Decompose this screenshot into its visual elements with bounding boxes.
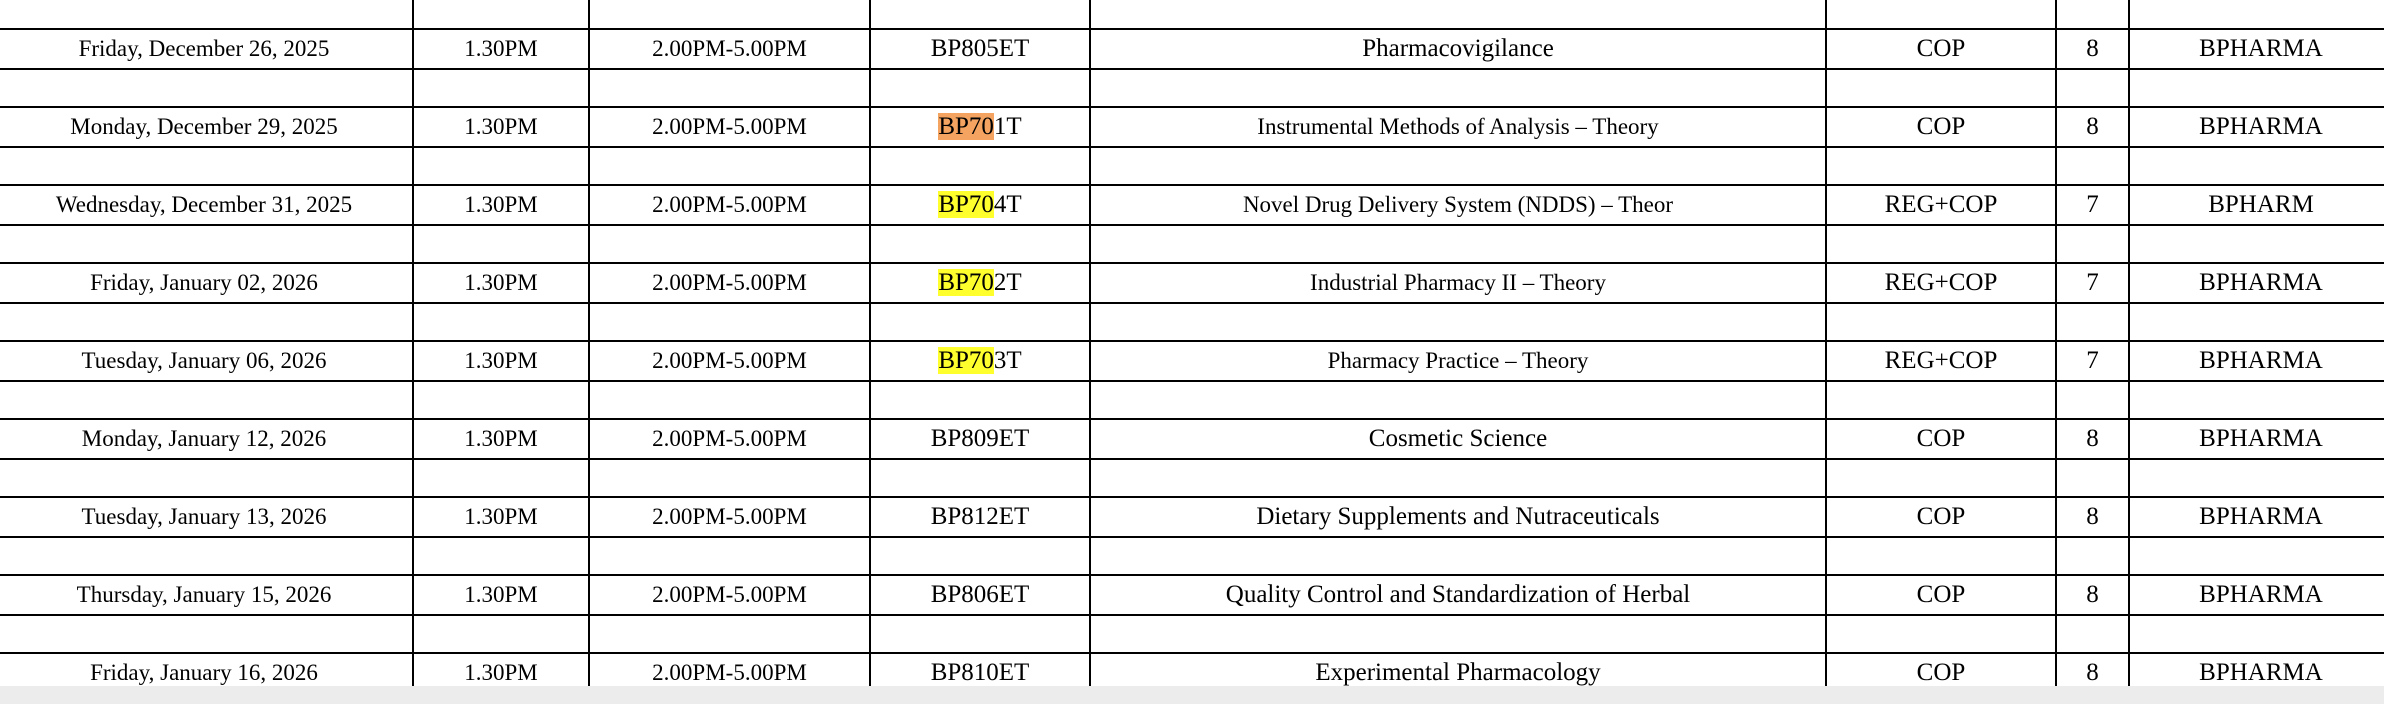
empty-cell xyxy=(870,147,1090,185)
program-cell: BPHARMA xyxy=(2129,653,2384,686)
course-code-text: 1T xyxy=(993,113,1022,140)
empty-cell xyxy=(413,0,589,29)
semester-cell: 8 xyxy=(2056,419,2129,459)
semester-cell: 7 xyxy=(2056,341,2129,381)
exam-time-cell: 2.00PM-5.00PM xyxy=(589,497,870,537)
program-cell: BPHARMA xyxy=(2129,419,2384,459)
empty-cell xyxy=(0,381,413,419)
semester-cell: 8 xyxy=(2056,29,2129,69)
exam-date-cell: Monday, December 29, 2025 xyxy=(0,107,413,147)
exam-time-cell: 2.00PM-5.00PM xyxy=(589,419,870,459)
empty-cell xyxy=(2056,225,2129,263)
empty-cell xyxy=(2129,459,2384,497)
course-code-cell xyxy=(870,575,1090,615)
exam-time-cell: 2.00PM-5.00PM xyxy=(589,107,870,147)
semester-cell: 7 xyxy=(2056,185,2129,225)
exam-time-cell: 2.00PM-5.00PM xyxy=(589,263,870,303)
exam-date-cell: Thursday, January 15, 2026 xyxy=(0,575,413,615)
empty-cell xyxy=(413,69,589,107)
empty-cell xyxy=(2056,459,2129,497)
course-code-text: BP805ET xyxy=(930,35,1030,62)
empty-cell xyxy=(589,537,870,575)
empty-cell xyxy=(589,459,870,497)
empty-cell xyxy=(1090,537,1826,575)
course-code-text: BP806ET xyxy=(930,581,1030,608)
empty-cell xyxy=(2129,381,2384,419)
course-code-highlight: BP70 xyxy=(938,191,994,218)
spacer-row xyxy=(0,0,2384,29)
exam-type-cell: REG+COP xyxy=(1826,341,2056,381)
semester-cell: 8 xyxy=(2056,653,2129,686)
spacer-row xyxy=(0,537,2384,575)
program-cell: BPHARMA xyxy=(2129,497,2384,537)
subject-name-cell: Novel Drug Delivery System (NDDS) – Theor xyxy=(1090,185,1826,225)
spacer-row xyxy=(0,69,2384,107)
empty-cell xyxy=(0,459,413,497)
course-code-text: 3T xyxy=(993,347,1022,374)
semester-cell: 8 xyxy=(2056,107,2129,147)
empty-cell xyxy=(0,147,413,185)
table-row xyxy=(0,341,2384,381)
subject-name-cell: Quality Control and Standardization of Herbal xyxy=(1090,575,1826,615)
exam-type-cell: COP xyxy=(1826,497,2056,537)
semester-cell: 7 xyxy=(2056,263,2129,303)
course-code-cell xyxy=(870,263,1090,303)
empty-cell xyxy=(870,303,1090,341)
spacer-row xyxy=(0,303,2384,341)
exam-time-cell: 2.00PM-5.00PM xyxy=(589,653,870,686)
course-code-text: BP812ET xyxy=(930,503,1030,530)
empty-cell xyxy=(1090,381,1826,419)
course-code-cell xyxy=(870,29,1090,69)
empty-cell xyxy=(0,225,413,263)
reporting-time-cell: 1.30PM xyxy=(413,185,589,225)
subject-name-cell: Cosmetic Science xyxy=(1090,419,1826,459)
empty-cell xyxy=(870,381,1090,419)
course-code-text: 4T xyxy=(993,191,1022,218)
program-cell: BPHARMA xyxy=(2129,263,2384,303)
course-code-cell xyxy=(870,419,1090,459)
empty-cell xyxy=(870,225,1090,263)
exam-date-cell: Friday, January 02, 2026 xyxy=(0,263,413,303)
program-cell: BPHARMA xyxy=(2129,107,2384,147)
exam-type-cell: REG+COP xyxy=(1826,185,2056,225)
spacer-row xyxy=(0,225,2384,263)
empty-cell xyxy=(2129,69,2384,107)
course-code-cell xyxy=(870,653,1090,686)
empty-cell xyxy=(2129,147,2384,185)
empty-cell xyxy=(2129,0,2384,29)
empty-cell xyxy=(2056,0,2129,29)
table-row xyxy=(0,653,2384,686)
course-code-highlight: BP70 xyxy=(938,269,994,296)
program-cell: BPHARMA xyxy=(2129,29,2384,69)
table-row xyxy=(0,575,2384,615)
empty-cell xyxy=(1826,381,2056,419)
empty-cell xyxy=(1826,459,2056,497)
exam-time-cell: 2.00PM-5.00PM xyxy=(589,185,870,225)
empty-cell xyxy=(589,0,870,29)
empty-cell xyxy=(413,537,589,575)
empty-cell xyxy=(0,69,413,107)
subject-name-cell: Pharmacy Practice – Theory xyxy=(1090,341,1826,381)
spacer-row xyxy=(0,381,2384,419)
empty-cell xyxy=(413,615,589,653)
empty-cell xyxy=(1090,303,1826,341)
exam-type-cell: COP xyxy=(1826,575,2056,615)
empty-cell xyxy=(1826,0,2056,29)
course-code-highlight: BP70 xyxy=(938,347,994,374)
empty-cell xyxy=(0,615,413,653)
empty-cell xyxy=(870,459,1090,497)
empty-cell xyxy=(1826,615,2056,653)
table-row xyxy=(0,263,2384,303)
course-code-cell xyxy=(870,107,1090,147)
subject-name-cell: Experimental Pharmacology xyxy=(1090,653,1826,686)
table-row xyxy=(0,29,2384,69)
empty-cell xyxy=(2056,537,2129,575)
spacer-row xyxy=(0,147,2384,185)
reporting-time-cell: 1.30PM xyxy=(413,575,589,615)
exam-date-cell: Monday, January 12, 2026 xyxy=(0,419,413,459)
program-cell: BPHARMA xyxy=(2129,575,2384,615)
empty-cell xyxy=(2129,537,2384,575)
subject-name-cell: Dietary Supplements and Nutraceuticals xyxy=(1090,497,1826,537)
empty-cell xyxy=(413,381,589,419)
exam-time-cell: 2.00PM-5.00PM xyxy=(589,341,870,381)
empty-cell xyxy=(2056,147,2129,185)
empty-cell xyxy=(1826,147,2056,185)
empty-cell xyxy=(1826,69,2056,107)
empty-cell xyxy=(1090,225,1826,263)
reporting-time-cell: 1.30PM xyxy=(413,263,589,303)
exam-date-cell: Wednesday, December 31, 2025 xyxy=(0,185,413,225)
reporting-time-cell: 1.30PM xyxy=(413,341,589,381)
exam-date-cell: Tuesday, January 06, 2026 xyxy=(0,341,413,381)
table-row xyxy=(0,185,2384,225)
empty-cell xyxy=(2056,615,2129,653)
reporting-time-cell: 1.30PM xyxy=(413,29,589,69)
program-cell: BPHARM xyxy=(2129,185,2384,225)
empty-cell xyxy=(413,459,589,497)
reporting-time-cell: 1.30PM xyxy=(413,107,589,147)
exam-type-cell: COP xyxy=(1826,29,2056,69)
course-code-text: BP809ET xyxy=(930,425,1030,452)
exam-date-cell: Friday, January 16, 2026 xyxy=(0,653,413,686)
empty-cell xyxy=(589,303,870,341)
empty-cell xyxy=(413,225,589,263)
exam-date-cell: Tuesday, January 13, 2026 xyxy=(0,497,413,537)
exam-date-cell: Friday, December 26, 2025 xyxy=(0,29,413,69)
empty-cell xyxy=(1090,0,1826,29)
empty-cell xyxy=(2129,303,2384,341)
empty-cell xyxy=(870,615,1090,653)
reporting-time-cell: 1.30PM xyxy=(413,497,589,537)
empty-cell xyxy=(0,0,413,29)
empty-cell xyxy=(0,537,413,575)
program-cell: BPHARMA xyxy=(2129,341,2384,381)
table-row xyxy=(0,107,2384,147)
reporting-time-cell: 1.30PM xyxy=(413,419,589,459)
empty-cell xyxy=(2056,69,2129,107)
course-code-cell xyxy=(870,185,1090,225)
exam-type-cell: REG+COP xyxy=(1826,263,2056,303)
empty-cell xyxy=(413,303,589,341)
semester-cell: 8 xyxy=(2056,497,2129,537)
course-code-cell xyxy=(870,341,1090,381)
exam-type-cell: COP xyxy=(1826,419,2056,459)
empty-cell xyxy=(1826,225,2056,263)
table-row xyxy=(0,419,2384,459)
table-row xyxy=(0,497,2384,537)
empty-cell xyxy=(2129,225,2384,263)
empty-cell xyxy=(870,537,1090,575)
course-code-text: 2T xyxy=(993,269,1022,296)
empty-cell xyxy=(589,147,870,185)
reporting-time-cell: 1.30PM xyxy=(413,653,589,686)
exam-time-cell: 2.00PM-5.00PM xyxy=(589,29,870,69)
empty-cell xyxy=(1090,147,1826,185)
subject-name-cell: Instrumental Methods of Analysis – Theory xyxy=(1090,107,1826,147)
subject-name-cell: Industrial Pharmacy II – Theory xyxy=(1090,263,1826,303)
empty-cell xyxy=(589,615,870,653)
empty-cell xyxy=(2056,303,2129,341)
course-code-text: BP810ET xyxy=(930,659,1030,686)
course-code-highlight: BP70 xyxy=(938,113,994,140)
spacer-row xyxy=(0,615,2384,653)
empty-cell xyxy=(589,69,870,107)
empty-cell xyxy=(0,303,413,341)
empty-cell xyxy=(1090,615,1826,653)
empty-cell xyxy=(870,69,1090,107)
empty-cell xyxy=(589,225,870,263)
exam-type-cell: COP xyxy=(1826,107,2056,147)
course-code-cell xyxy=(870,497,1090,537)
empty-cell xyxy=(2129,615,2384,653)
exam-time-cell: 2.00PM-5.00PM xyxy=(589,575,870,615)
empty-cell xyxy=(1826,303,2056,341)
empty-cell xyxy=(2056,381,2129,419)
empty-cell xyxy=(413,147,589,185)
subject-name-cell: Pharmacovigilance xyxy=(1090,29,1826,69)
empty-cell xyxy=(1090,459,1826,497)
spacer-row xyxy=(0,459,2384,497)
semester-cell: 8 xyxy=(2056,575,2129,615)
empty-cell xyxy=(1090,69,1826,107)
empty-cell xyxy=(1826,537,2056,575)
empty-cell xyxy=(870,0,1090,29)
empty-cell xyxy=(589,381,870,419)
exam-type-cell: COP xyxy=(1826,653,2056,686)
